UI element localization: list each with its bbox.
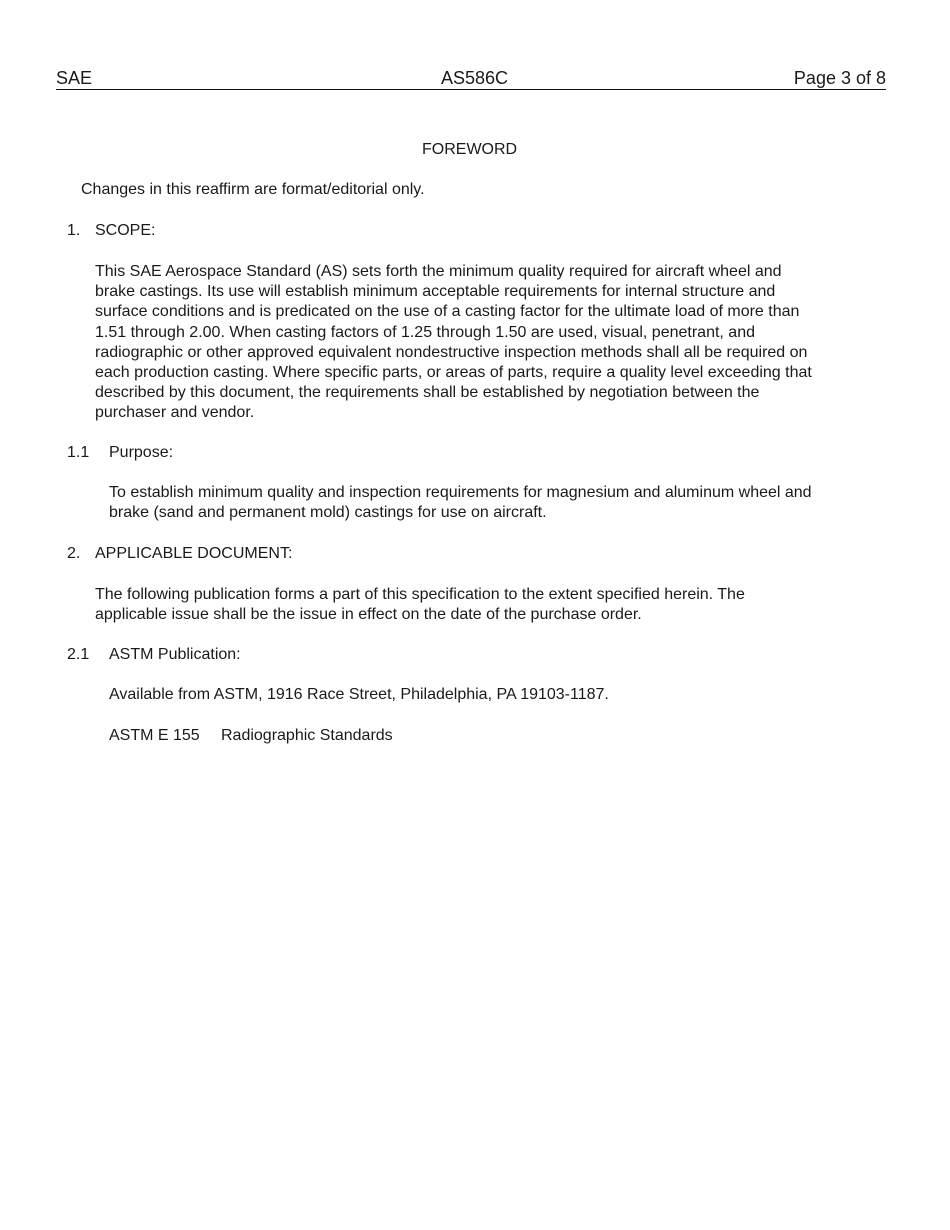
scope-line: This SAE Aerospace Standard (AS) sets forth the minimum quality required for aircraft wheel and xyxy=(95,263,782,280)
scope-line: 1.51 through 2.00. When casting factors of 1.25 through 1.50 are used, visual, penetrant, and xyxy=(95,323,755,341)
scope-paragraph xyxy=(95,262,812,424)
astm-number: 2.1 xyxy=(67,646,90,663)
astm-heading: ASTM Publication: xyxy=(109,646,241,663)
scope-line: brake castings. Its use will establish minimum acceptable requirements for internal structure and xyxy=(95,283,776,301)
applicable-line: The following publication forms a part of this specification to the extent specified herein. The xyxy=(95,586,745,603)
scope-line: described by this document, the requirements shall be established by negotiation between the xyxy=(95,384,760,402)
header-organization: SAE xyxy=(56,68,93,88)
header-document-number: AS586C xyxy=(441,68,509,88)
astm-reference-title: Radiographic Standards xyxy=(221,727,393,744)
page-header xyxy=(56,68,886,90)
purpose-number: 1.1 xyxy=(67,444,90,461)
scope-line: surface conditions and is predicated on the use of a casting factor for the ultimate load of more than xyxy=(95,303,800,321)
scope-line: radiographic or other approved equivalent nondestructive inspection methods shall all be required on xyxy=(95,343,808,361)
astm-availability: Available from ASTM, 1916 Race Street, Philadelphia, PA 19103-1187. xyxy=(109,686,609,703)
applicable-paragraph xyxy=(95,585,745,625)
foreword-text: Changes in this reaffirm are format/editorial only. xyxy=(81,181,425,198)
applicable-number: 2. xyxy=(67,545,81,562)
purpose-heading: Purpose: xyxy=(109,444,174,461)
applicable-heading: APPLICABLE DOCUMENT: xyxy=(95,545,293,562)
purpose-line: To establish minimum quality and inspection requirements for magnesium and aluminum wheel and xyxy=(109,484,812,501)
applicable-line: applicable issue shall be the issue in effect on the date of the purchase order. xyxy=(95,606,642,624)
foreword-title: FOREWORD xyxy=(422,141,518,158)
scope-number: 1. xyxy=(67,222,81,239)
astm-reference-id: ASTM E 155 xyxy=(109,727,200,744)
scope-line: purchaser and vendor. xyxy=(95,404,255,422)
purpose-paragraph xyxy=(109,483,812,523)
scope-heading: SCOPE: xyxy=(95,222,156,239)
header-page-number: Page 3 of 8 xyxy=(793,68,886,88)
purpose-line: brake (sand and permanent mold) castings for use on aircraft. xyxy=(109,504,547,522)
scope-line: each production casting. Where specific parts, or areas of parts, require a quality level exceeding that xyxy=(95,364,812,382)
